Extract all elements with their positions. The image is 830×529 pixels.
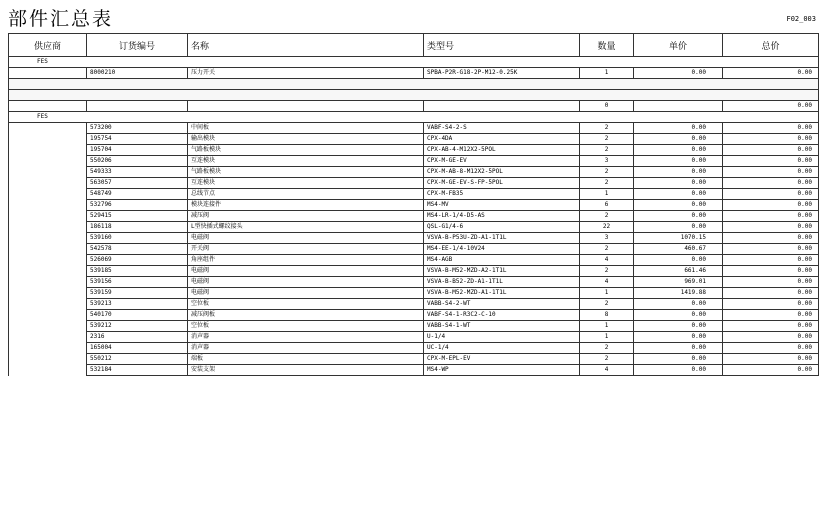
cell-supplier: [9, 255, 87, 266]
cell-name: 安装支架: [188, 365, 424, 376]
cell-quantity: 2: [580, 299, 634, 310]
table-row: [9, 156, 819, 167]
cell-type: MS4-WP: [424, 365, 580, 376]
cell-quantity: 2: [580, 145, 634, 156]
cell-type: U-1/4: [424, 332, 580, 343]
supplier-label: FES: [9, 112, 819, 123]
table-row: [9, 233, 819, 244]
table-row: [9, 211, 819, 222]
cell-quantity: 22: [580, 222, 634, 233]
cell-total-price: 0.00: [723, 167, 819, 178]
cell-quantity: 2: [580, 343, 634, 354]
cell-order-number: 573200: [87, 123, 188, 134]
table-row: [9, 167, 819, 178]
cell-quantity: 3: [580, 156, 634, 167]
cell-quantity: 1: [580, 321, 634, 332]
cell-quantity: 4: [580, 277, 634, 288]
cell-supplier: [9, 123, 87, 134]
cell-quantity: 6: [580, 200, 634, 211]
cell-quantity: 2: [580, 266, 634, 277]
cell-type: CPX-M-GE-EV-S-FP-5POL: [424, 178, 580, 189]
cell-name: 开关阀: [188, 244, 424, 255]
cell-unit-price: 0.00: [634, 145, 723, 156]
cell-total-price: 0.00: [723, 332, 819, 343]
cell-name: 空位板: [188, 299, 424, 310]
cell-order-number: 2316: [87, 332, 188, 343]
cell-name: 角座组件: [188, 255, 424, 266]
cell-name: 气路板模块: [188, 145, 424, 156]
cell-unit-price: 0.00: [634, 332, 723, 343]
cell-name: 减压阀: [188, 211, 424, 222]
cell-total-price: 0.00: [723, 266, 819, 277]
table-row: [9, 145, 819, 156]
page-title: 部件汇总表: [8, 8, 114, 30]
cell-name: 互连模块: [188, 178, 424, 189]
cell-quantity: 2: [580, 211, 634, 222]
cell-quantity: 2: [580, 167, 634, 178]
cell-type: VABF-S4-1-R3C2-C-10: [424, 310, 580, 321]
cell-quantity: 2: [580, 244, 634, 255]
cell-total-price: 0.00: [723, 222, 819, 233]
cell-name: 电磁阀: [188, 288, 424, 299]
cell-total-price: 0.00: [723, 354, 819, 365]
cell-quantity: 1: [580, 189, 634, 200]
cell-supplier: [9, 211, 87, 222]
cell-unit-price: 0.00: [634, 343, 723, 354]
table-row: [9, 134, 819, 145]
cell-supplier: [9, 321, 87, 332]
cell-total-price: 0.00: [723, 255, 819, 266]
header-supplier: 供应商: [9, 34, 87, 57]
cell-supplier: [9, 354, 87, 365]
cell-total-price: 0.00: [723, 288, 819, 299]
table-row: [9, 365, 819, 376]
cell-type: CPX-M-EPL-EV: [424, 354, 580, 365]
cell-supplier: [9, 68, 87, 79]
cell-name: 中间板: [188, 123, 424, 134]
cell-unit-price: 0.00: [634, 354, 723, 365]
cell-supplier: [9, 266, 87, 277]
cell-order-number: 550206: [87, 156, 188, 167]
cell-name: 电磁阀: [188, 277, 424, 288]
cell-name: [188, 101, 424, 112]
cell-supplier: [9, 244, 87, 255]
cell-name: 气路板模块: [188, 167, 424, 178]
cell-type: VABF-S4-2-S: [424, 123, 580, 134]
header-type: 类型号: [424, 34, 580, 57]
cell-unit-price: 0.00: [634, 68, 723, 79]
cell-supplier: [9, 101, 87, 112]
cell-name: 空位板: [188, 321, 424, 332]
parts-summary-table: [8, 33, 819, 376]
cell-name: 消声器: [188, 332, 424, 343]
cell-name: 压力开关: [188, 68, 424, 79]
empty-row: [9, 79, 819, 90]
cell-order-number: 539159: [87, 288, 188, 299]
cell-unit-price: 0.00: [634, 189, 723, 200]
cell-supplier: [9, 134, 87, 145]
cell-type: MS4-EE-1/4-10V24: [424, 244, 580, 255]
cell-name: 输出模块: [188, 134, 424, 145]
table-row: [9, 68, 819, 79]
cell-name: L型快插式螺纹接头: [188, 222, 424, 233]
empty-cell: [9, 79, 819, 90]
table-header-row: [9, 34, 819, 57]
cell-supplier: [9, 233, 87, 244]
cell-order-number: 186118: [87, 222, 188, 233]
cell-quantity: 2: [580, 354, 634, 365]
cell-total-price: 0.00: [723, 299, 819, 310]
cell-supplier: [9, 167, 87, 178]
table-row: [9, 178, 819, 189]
header-quantity: 数量: [580, 34, 634, 57]
header-total-price: 总价: [723, 34, 819, 57]
cell-order-number: 8000210: [87, 68, 188, 79]
table-row: [9, 343, 819, 354]
cell-supplier: [9, 288, 87, 299]
cell-name: 总线节点: [188, 189, 424, 200]
table-row: [9, 123, 819, 134]
cell-supplier: [9, 156, 87, 167]
table-row: [9, 310, 819, 321]
cell-total-price: 0.00: [723, 277, 819, 288]
cell-type: UC-1/4: [424, 343, 580, 354]
cell-supplier: [9, 332, 87, 343]
subtotal-quantity: 0: [580, 101, 634, 112]
cell-total-price: 0.00: [723, 211, 819, 222]
empty-cell: [9, 90, 819, 101]
cell-total-price: 0.00: [723, 343, 819, 354]
cell-total-price: 0.00: [723, 321, 819, 332]
cell-unit-price: 1070.15: [634, 233, 723, 244]
cell-unit-price: 460.67: [634, 244, 723, 255]
cell-type: MS4-AGB: [424, 255, 580, 266]
header-name: 名称: [188, 34, 424, 57]
table-row: [9, 255, 819, 266]
cell-order-number: 539160: [87, 233, 188, 244]
cell-unit-price: 0.00: [634, 222, 723, 233]
cell-unit-price: 661.46: [634, 266, 723, 277]
cell-order-number: [87, 101, 188, 112]
cell-name: 电磁阀: [188, 266, 424, 277]
cell-unit-price: 0.00: [634, 310, 723, 321]
cell-order-number: 549333: [87, 167, 188, 178]
cell-unit-price: 0.00: [634, 134, 723, 145]
cell-unit-price: 0.00: [634, 255, 723, 266]
table-row: [9, 299, 819, 310]
table-row: [9, 277, 819, 288]
header-order-number: 订货编号: [87, 34, 188, 57]
cell-total-price: 0.00: [723, 178, 819, 189]
cell-order-number: 539156: [87, 277, 188, 288]
cell-supplier: [9, 145, 87, 156]
cell-name: 互连模块: [188, 156, 424, 167]
cell-name: 减压阀板: [188, 310, 424, 321]
cell-unit-price: 0.00: [634, 211, 723, 222]
table-row: [9, 189, 819, 200]
cell-unit-price: [634, 101, 723, 112]
cell-type: SPBA-P2R-G18-2P-M12-0.25K: [424, 68, 580, 79]
cell-unit-price: 0.00: [634, 156, 723, 167]
header-unit-price: 单价: [634, 34, 723, 57]
subtotal-total: 0.00: [723, 101, 819, 112]
cell-type: [424, 101, 580, 112]
cell-total-price: 0.00: [723, 123, 819, 134]
cell-supplier: [9, 343, 87, 354]
table-row: [9, 354, 819, 365]
cell-total-price: 0.00: [723, 244, 819, 255]
cell-supplier: [9, 299, 87, 310]
cell-order-number: 526069: [87, 255, 188, 266]
cell-order-number: 550212: [87, 354, 188, 365]
cell-unit-price: 0.00: [634, 299, 723, 310]
cell-quantity: 2: [580, 178, 634, 189]
subtotal-row: [9, 101, 819, 112]
document-code: F02_003: [786, 15, 816, 23]
table-row: [9, 222, 819, 233]
table-row: [9, 321, 819, 332]
cell-type: VSVA-B-M52-MZD-A2-1T1L: [424, 266, 580, 277]
cell-total-price: 0.00: [723, 310, 819, 321]
cell-total-price: 0.00: [723, 134, 819, 145]
cell-order-number: 563057: [87, 178, 188, 189]
cell-type: VABB-S4-1-WT: [424, 321, 580, 332]
cell-order-number: 540170: [87, 310, 188, 321]
cell-unit-price: 0.00: [634, 178, 723, 189]
cell-order-number: 532184: [87, 365, 188, 376]
table-row: [9, 244, 819, 255]
cell-type: CPX-M-AB-8-M12X2-5POL: [424, 167, 580, 178]
cell-name: 端板: [188, 354, 424, 365]
table-row: [9, 266, 819, 277]
cell-supplier: [9, 189, 87, 200]
cell-order-number: 539213: [87, 299, 188, 310]
cell-quantity: 8: [580, 310, 634, 321]
cell-type: CPX-M-GE-EV: [424, 156, 580, 167]
cell-type: VSVA-B-P53U-ZD-A1-1T1L: [424, 233, 580, 244]
cell-quantity: 2: [580, 134, 634, 145]
cell-unit-price: 0.00: [634, 167, 723, 178]
cell-total-price: 0.00: [723, 189, 819, 200]
cell-unit-price: 0.00: [634, 321, 723, 332]
cell-order-number: 532796: [87, 200, 188, 211]
cell-type: MS4-MV: [424, 200, 580, 211]
table-row: [9, 200, 819, 211]
cell-quantity: 2: [580, 123, 634, 134]
cell-supplier: [9, 200, 87, 211]
table-row: [9, 288, 819, 299]
cell-total-price: 0.00: [723, 365, 819, 376]
cell-unit-price: 0.00: [634, 200, 723, 211]
cell-quantity: 1: [580, 332, 634, 343]
cell-total-price: 0.00: [723, 68, 819, 79]
cell-name: 模块连接件: [188, 200, 424, 211]
cell-order-number: 195704: [87, 145, 188, 156]
cell-quantity: 3: [580, 233, 634, 244]
cell-supplier: [9, 178, 87, 189]
cell-type: VSVA-B-B52-ZD-A1-1T1L: [424, 277, 580, 288]
cell-name: 消声器: [188, 343, 424, 354]
table-row: [9, 332, 819, 343]
supplier-label: FES: [9, 57, 819, 68]
supplier-group-row: [9, 57, 819, 68]
cell-type: CPX-AB-4-M12X2-5POL: [424, 145, 580, 156]
cell-type: MS4-LR-1/4-D5-AS: [424, 211, 580, 222]
cell-quantity: 4: [580, 255, 634, 266]
cell-quantity: 1: [580, 288, 634, 299]
cell-total-price: 0.00: [723, 200, 819, 211]
cell-supplier: [9, 365, 87, 376]
cell-order-number: 542578: [87, 244, 188, 255]
cell-total-price: 0.00: [723, 156, 819, 167]
cell-order-number: 165004: [87, 343, 188, 354]
cell-order-number: 529415: [87, 211, 188, 222]
cell-quantity: 4: [580, 365, 634, 376]
cell-type: CPX-M-FB35: [424, 189, 580, 200]
cell-order-number: 195754: [87, 134, 188, 145]
cell-supplier: [9, 310, 87, 321]
cell-supplier: [9, 277, 87, 288]
cell-unit-price: 0.00: [634, 365, 723, 376]
cell-total-price: 0.00: [723, 233, 819, 244]
empty-row: [9, 90, 819, 101]
cell-unit-price: 0.00: [634, 123, 723, 134]
cell-order-number: 548749: [87, 189, 188, 200]
cell-type: VSVA-B-M52-MZD-A1-1T1L: [424, 288, 580, 299]
cell-quantity: 1: [580, 68, 634, 79]
cell-total-price: 0.00: [723, 145, 819, 156]
cell-order-number: 539212: [87, 321, 188, 332]
cell-type: VABB-S4-2-WT: [424, 299, 580, 310]
cell-type: QSL-G1/4-6: [424, 222, 580, 233]
cell-supplier: [9, 222, 87, 233]
cell-order-number: 539185: [87, 266, 188, 277]
cell-name: 电磁阀: [188, 233, 424, 244]
cell-unit-price: 1419.88: [634, 288, 723, 299]
cell-unit-price: 969.01: [634, 277, 723, 288]
cell-type: CPX-4DA: [424, 134, 580, 145]
supplier-group-row: [9, 112, 819, 123]
